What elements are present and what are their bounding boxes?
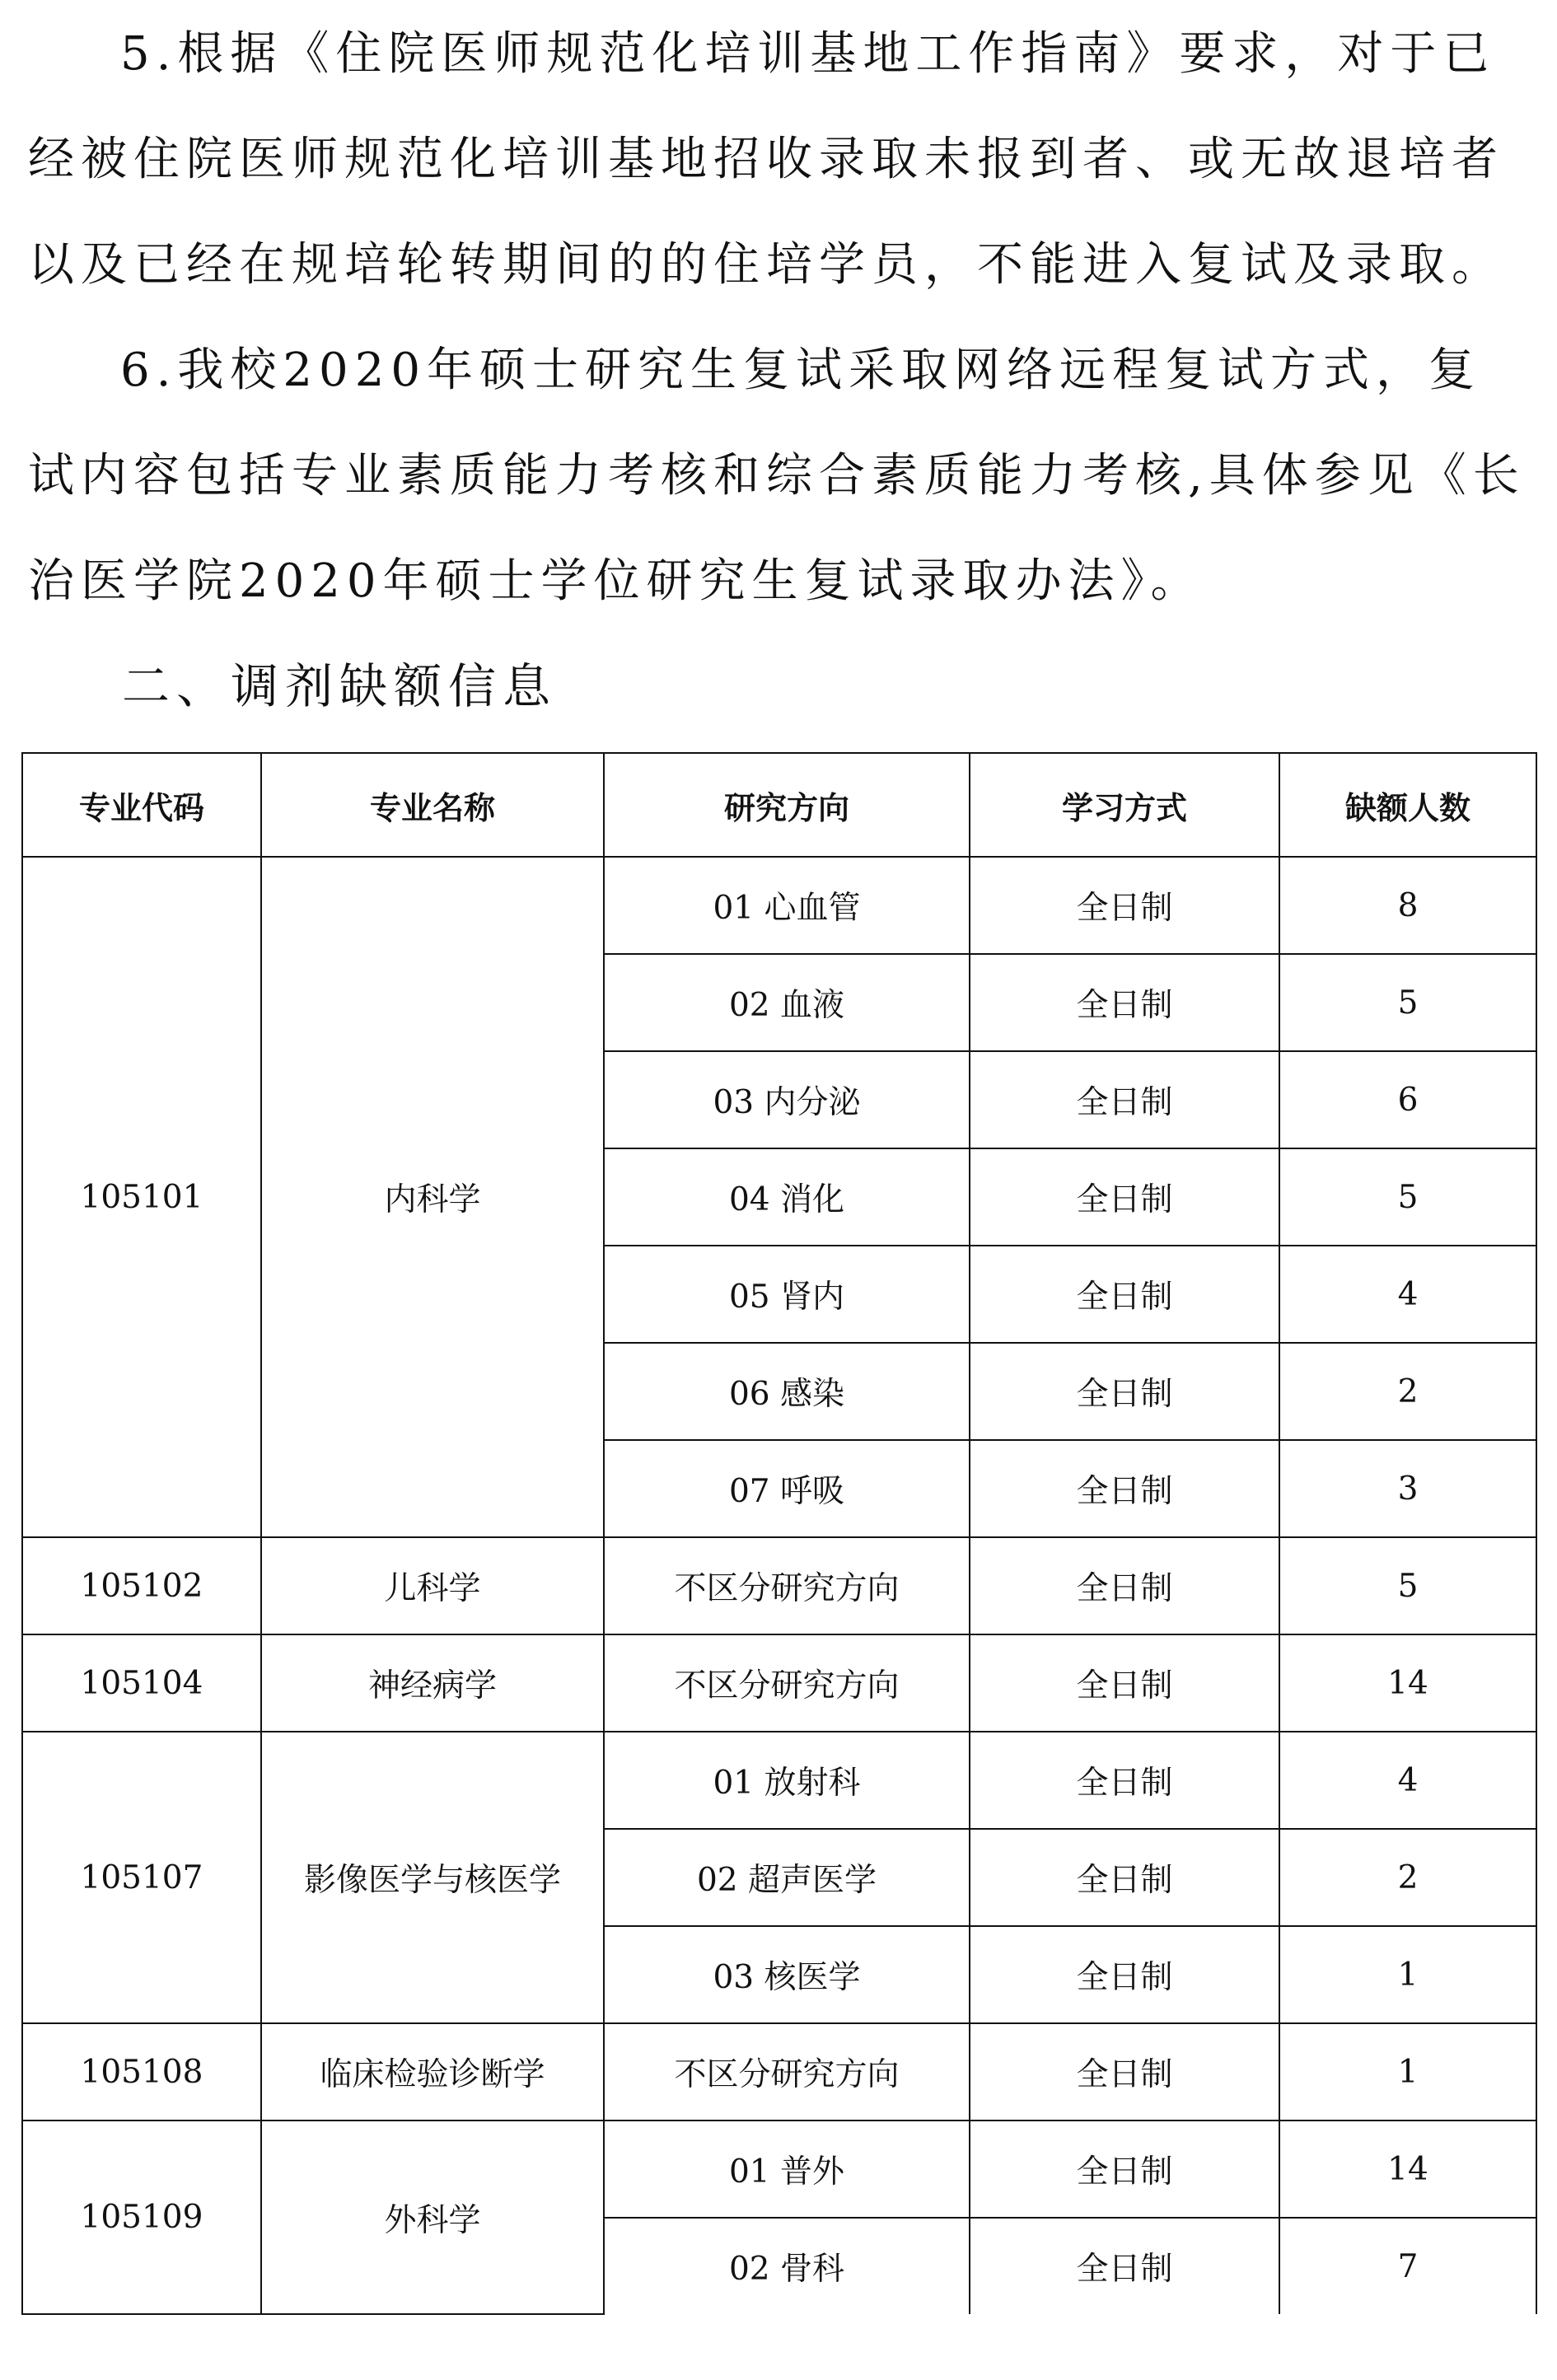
cell-major-code: 105102 <box>22 1537 261 1634</box>
cell-count: 2 <box>1279 1343 1536 1440</box>
cell-mode: 全日制 <box>970 2023 1279 2120</box>
cell-mode: 全日制 <box>970 1926 1279 2023</box>
cell-count: 5 <box>1279 1537 1536 1634</box>
paragraph-item-6 <box>28 318 1527 634</box>
cell-count: 8 <box>1279 857 1536 954</box>
cell-mode: 全日制 <box>970 1246 1279 1343</box>
table-row <box>22 2023 1536 2120</box>
table-row <box>22 857 1536 954</box>
header-name: 专业名称 <box>261 753 604 857</box>
table-row <box>22 2120 1536 2218</box>
cell-count: 5 <box>1279 954 1536 1051</box>
cell-mode: 全日制 <box>970 1051 1279 1148</box>
cell-direction: 不区分研究方向 <box>604 1537 970 1634</box>
cell-direction: 05 肾内 <box>604 1246 970 1343</box>
paragraph-item-5 <box>28 2 1527 318</box>
cell-mode: 全日制 <box>970 857 1279 954</box>
cell-direction: 06 感染 <box>604 1343 970 1440</box>
cell-mode: 全日制 <box>970 1537 1279 1634</box>
header-count: 缺额人数 <box>1279 753 1536 857</box>
header-code: 专业代码 <box>22 753 261 857</box>
cell-major-name: 临床检验诊断学 <box>261 2023 604 2120</box>
cell-direction: 不区分研究方向 <box>604 1634 970 1732</box>
cell-direction: 01 心血管 <box>604 857 970 954</box>
cell-major-name: 神经病学 <box>261 1634 604 1732</box>
cell-count: 4 <box>1279 1246 1536 1343</box>
cell-mode: 全日制 <box>970 1343 1279 1440</box>
header-direction: 研究方向 <box>604 753 970 857</box>
table-row <box>22 1537 1536 1634</box>
cell-mode: 全日制 <box>970 1148 1279 1246</box>
cell-count: 14 <box>1279 1634 1536 1732</box>
table-row <box>22 1634 1536 1732</box>
cell-mode: 全日制 <box>970 1732 1279 1829</box>
header-mode: 学习方式 <box>970 753 1279 857</box>
cell-major-code: 105101 <box>22 857 261 1537</box>
cell-major-code: 105104 <box>22 1634 261 1732</box>
cell-major-name: 外科学 <box>261 2120 604 2314</box>
cell-count: 14 <box>1279 2120 1536 2218</box>
cell-mode: 全日制 <box>970 2218 1279 2314</box>
section-heading: 二、调剂缺额信息 <box>122 658 558 714</box>
cell-count: 7 <box>1279 2218 1536 2314</box>
paragraph-text: 6.我校2020年硕士研究生复试采取网络远程复试方式，复试内容包括专业素质能力考核和综合素质能力考核,具体参见《长治医学院2020年硕士学位研究生复试录取办法》。 <box>28 344 1526 608</box>
cell-major-code: 105109 <box>22 2120 261 2314</box>
cell-direction: 02 超声医学 <box>604 1829 970 1926</box>
cell-count: 1 <box>1279 1926 1536 2023</box>
table-body <box>22 857 1536 2314</box>
cell-direction: 03 内分泌 <box>604 1051 970 1148</box>
cell-direction: 不区分研究方向 <box>604 2023 970 2120</box>
cell-count: 2 <box>1279 1829 1536 1926</box>
cell-count: 5 <box>1279 1148 1536 1246</box>
cell-major-name: 内科学 <box>261 857 604 1537</box>
cell-count: 6 <box>1279 1051 1536 1148</box>
cell-mode: 全日制 <box>970 2120 1279 2218</box>
table-header-row <box>22 753 1536 857</box>
paragraph-text: 5.根据《住院医师规范化培训基地工作指南》要求，对于已经被住院医师规范化培训基地招收录取未报到者、或无故退培者以及已经在规培轮转期间的的住培学员，不能进入复试及录取。 <box>28 27 1504 292</box>
cell-major-code: 105107 <box>22 1732 261 2023</box>
vacancy-table <box>21 752 1537 2315</box>
table-row <box>22 1732 1536 1829</box>
cell-direction: 04 消化 <box>604 1148 970 1246</box>
cell-direction: 01 普外 <box>604 2120 970 2218</box>
cell-mode: 全日制 <box>970 1634 1279 1732</box>
cell-mode: 全日制 <box>970 1829 1279 1926</box>
cell-major-name: 儿科学 <box>261 1537 604 1634</box>
cell-mode: 全日制 <box>970 1440 1279 1537</box>
cell-direction: 07 呼吸 <box>604 1440 970 1537</box>
cell-direction: 03 核医学 <box>604 1926 970 2023</box>
cell-mode: 全日制 <box>970 954 1279 1051</box>
cell-major-code: 105108 <box>22 2023 261 2120</box>
cell-direction: 02 血液 <box>604 954 970 1051</box>
cell-direction: 02 骨科 <box>604 2218 970 2314</box>
cell-major-name: 影像医学与核医学 <box>261 1732 604 2023</box>
cell-count: 4 <box>1279 1732 1536 1829</box>
cell-count: 1 <box>1279 2023 1536 2120</box>
cell-direction: 01 放射科 <box>604 1732 970 1829</box>
cell-count: 3 <box>1279 1440 1536 1537</box>
